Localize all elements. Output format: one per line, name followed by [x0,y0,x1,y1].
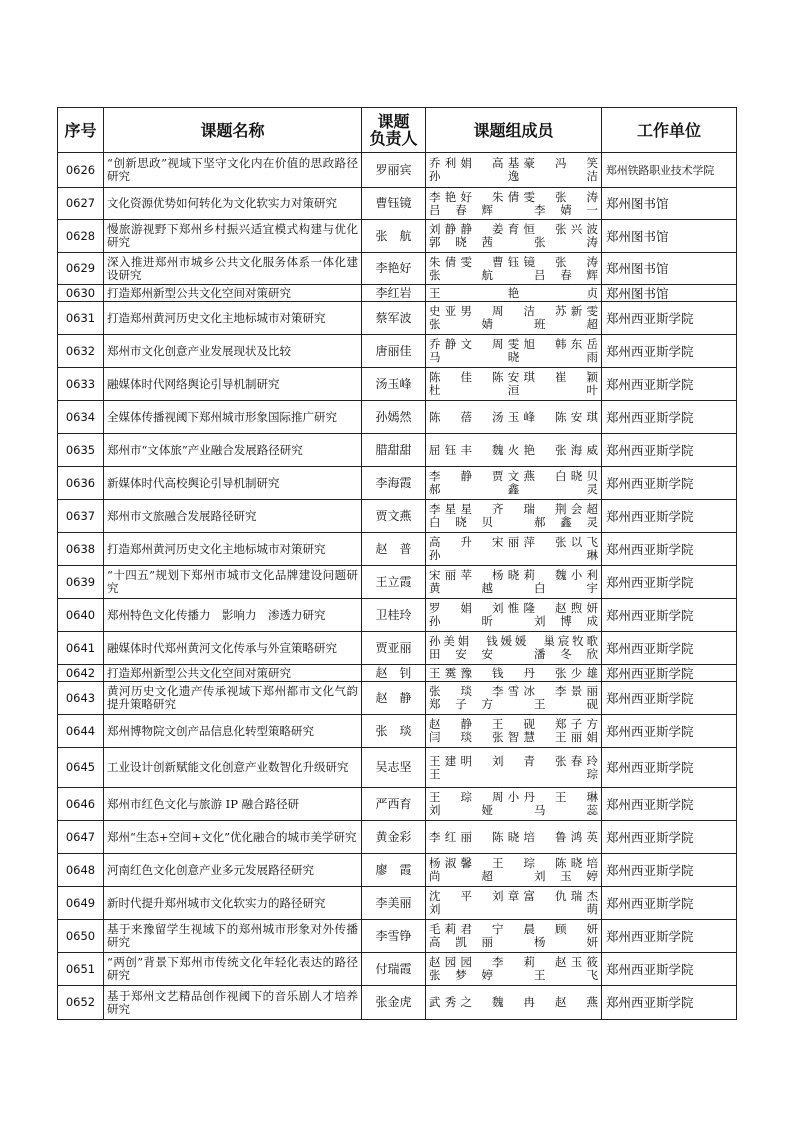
row-seq: 0639 [58,566,104,599]
row-topic: 新时代提升郑州城市文化软实力的路径研究 [104,887,362,920]
table-row [58,434,737,467]
row-seq: 0640 [58,599,104,632]
row-topic: 文化资源优势如何转化为文化软实力对策研究 [104,188,362,220]
row-topic: 新媒体时代高校舆论引导机制研究 [104,467,362,500]
row-members: 赵园园 李 莉 赵玉筱 张梦婷 王 飞 [426,953,602,986]
row-seq: 0637 [58,500,104,533]
row-seq: 0635 [58,434,104,467]
table-row [58,566,737,599]
row-seq: 0632 [58,335,104,368]
table-row [58,335,737,368]
table-row [58,500,737,533]
row-topic: “创新思政”视域下坚守文化内在价值的思政路径研究 [104,153,362,188]
row-unit: 郑州西亚斯学院 [602,953,737,986]
row-unit: 郑州西亚斯学院 [602,401,737,434]
table-row [58,368,737,401]
row-seq: 0627 [58,188,104,220]
row-seq: 0626 [58,153,104,188]
row-members: 宋丽苹 杨晓莉 魏小利 黄 越 白 宇 [426,566,602,599]
row-topic: 河南红色文化创意产业多元发展路径研究 [104,854,362,887]
row-topic: 打造郑州黄河历史文化主地标城市对策研究 [104,533,362,566]
row-seq: 0644 [58,715,104,748]
row-leader: 卫桂玲 [362,599,426,632]
row-topic: 基于郑州文艺精品创作视阈下的音乐剧人才培养研究 [104,986,362,1020]
row-seq: 0645 [58,748,104,788]
row-seq: 0641 [58,632,104,665]
row-seq: 0646 [58,788,104,821]
row-members: 朱倩雯 曹钰镜 张 涛 张 航 吕春辉 [426,253,602,285]
row-leader: 廖 霞 [362,854,426,887]
row-leader: 张金虎 [362,986,426,1020]
row-seq: 0650 [58,920,104,953]
row-topic: 黄河历史文化遗产传承视域下郑州都市文化气韵提升策略研究 [104,682,362,715]
header-leader: 课题 负责人 [362,108,426,153]
row-members: 高 升 宋丽萍 张以飞 孙 琳 [426,533,602,566]
row-leader: 黄金彩 [362,821,426,854]
header-members: 课题组成员 [426,108,602,153]
row-unit: 郑州西亚斯学院 [602,665,737,682]
table-row [58,302,737,335]
row-members: 刘静静 姜育恒 张兴波 郭晓茜 张 涛 [426,220,602,253]
row-leader: 张 航 [362,220,426,253]
row-members: 乔静文 周雯旭 韩东岳 马晓雨 [426,335,602,368]
row-leader: 李雪铮 [362,920,426,953]
row-leader: 贾亚丽 [362,632,426,665]
row-topic: 全媒体传播视阈下郑州城市形象国际推广研究 [104,401,362,434]
row-seq: 0652 [58,986,104,1020]
row-seq: 0651 [58,953,104,986]
row-leader: 赵 钊 [362,665,426,682]
row-seq: 0643 [58,682,104,715]
row-members: 李红丽 陈晓培 鲁鸿英 [426,821,602,854]
row-seq: 0638 [58,533,104,566]
row-seq: 0633 [58,368,104,401]
row-unit: 郑州图书馆 [602,220,737,253]
row-topic: 融媒体时代郑州黄河文化传承与外宣策略研究 [104,632,362,665]
row-topic: 打造郑州新型公共文化空间对策研究 [104,665,362,682]
row-topic: 打造郑州新型公共文化空间对策研究 [104,285,362,302]
table-row [58,953,737,986]
row-seq: 0642 [58,665,104,682]
project-table [57,107,737,1020]
table-body [58,153,737,1020]
row-unit: 郑州西亚斯学院 [602,632,737,665]
table-row [58,253,737,285]
row-leader: 赵 普 [362,533,426,566]
row-seq: 0630 [58,285,104,302]
row-unit: 郑州西亚斯学院 [602,788,737,821]
row-leader: 贾文燕 [362,500,426,533]
row-leader: 吴志坚 [362,748,426,788]
row-seq: 0634 [58,401,104,434]
row-unit: 郑州西亚斯学院 [602,748,737,788]
row-seq: 0649 [58,887,104,920]
table-row [58,748,737,788]
row-topic: 郑州市红色文化与旅游 IP 融合路径研 [104,788,362,821]
row-topic: 郑州博物院文创产品信息化转型策略研究 [104,715,362,748]
row-seq: 0648 [58,854,104,887]
table-header-row [58,108,737,153]
row-unit: 郑州西亚斯学院 [602,335,737,368]
row-topic: 深入推进郑州市城乡公共文化服务体系一体化建设研究 [104,253,362,285]
row-members: 李星星 齐 瑞 荆会超 白晓贝 郝鑫灵 [426,500,602,533]
row-members: 杨淑馨 王 琮 陈晓培 尚 超 刘玉婷 [426,854,602,887]
row-unit: 郑州铁路职业技术学院 [602,153,737,188]
row-leader: 罗丽宾 [362,153,426,188]
row-leader: 李红岩 [362,285,426,302]
row-members: 王建明 刘 青 张春玲 王 琮 [426,748,602,788]
row-topic: 工业设计创新赋能文化创意产业数智化升级研究 [104,748,362,788]
row-members: 沈 平 刘章富 仇瑞杰 刘 萌 [426,887,602,920]
row-members: 毛莉君 宁 晨 顾 妍 高凯丽 杨 妍 [426,920,602,953]
row-topic: 慢旅游视野下郑州乡村振兴适宜模式构建与优化研究 [104,220,362,253]
table-row [58,715,737,748]
row-unit: 郑州图书馆 [602,253,737,285]
row-unit: 郑州西亚斯学院 [602,566,737,599]
row-members: 罗 娟 刘惟隆 赵煦妍 孙 昕 刘博成 [426,599,602,632]
row-members: 李 静 贾文燕 白晓贝 郝鑫灵 [426,467,602,500]
row-topic: 郑州市文旅融合发展路径研究 [104,500,362,533]
table-row [58,887,737,920]
row-unit: 郑州西亚斯学院 [602,986,737,1020]
row-members: 王 琮 周小丹 王 琳 刘 娅 马 蕊 [426,788,602,821]
row-leader: 严西育 [362,788,426,821]
row-leader: 赵 静 [362,682,426,715]
row-leader: 汤玉峰 [362,368,426,401]
table-row [58,153,737,188]
table-row [58,821,737,854]
row-unit: 郑州西亚斯学院 [602,467,737,500]
table-row [58,285,737,302]
row-unit: 郑州图书馆 [602,188,737,220]
row-seq: 0647 [58,821,104,854]
row-topic: 打造郑州黄河历史文化主地标城市对策研究 [104,302,362,335]
row-unit: 郑州西亚斯学院 [602,302,737,335]
row-leader: 腊甜甜 [362,434,426,467]
header-unit: 工作单位 [602,108,737,153]
row-unit: 郑州图书馆 [602,285,737,302]
row-unit: 郑州西亚斯学院 [602,821,737,854]
table-row [58,854,737,887]
row-leader: 李艳好 [362,253,426,285]
row-members: 王艳贞 [426,285,602,302]
row-unit: 郑州西亚斯学院 [602,500,737,533]
row-topic: “两创”背景下郑州市传统文化年轻化表达的路径研究 [104,953,362,986]
table-row [58,467,737,500]
row-members: 陈 佳 陈安琪 崔 颖 杜洹叶 [426,368,602,401]
table-row [58,682,737,715]
row-topic: 郑州市“文体旅”产业融合发展路径研究 [104,434,362,467]
table-row [58,665,737,682]
row-topic: “十四五”规划下郑州市城市文化品牌建设问题研究 [104,566,362,599]
row-topic: 融媒体时代网络舆论引导机制研究 [104,368,362,401]
row-members: 赵 静 王 砚 郑子方 闫 琰 张智慧 王丽娟 [426,715,602,748]
row-leader: 付瑞霞 [362,953,426,986]
row-members: 武秀之 魏 冉 赵 燕 [426,986,602,1020]
row-members: 史亚男 周 洁 苏新雯 张 婧 班 超 [426,302,602,335]
row-leader: 李美丽 [362,887,426,920]
row-topic: 郑州“生态+空间+文化”优化融合的城市美学研究 [104,821,362,854]
row-members: 张 琰 李雪冰 李景丽 郑子方 王 砚 [426,682,602,715]
table-row [58,788,737,821]
row-members: 孙美娟 钱媛媛 巢宸牧歌 田安安 潘冬欣 [426,632,602,665]
row-leader: 曹钰镜 [362,188,426,220]
row-members: 陈 蓓 汤玉峰 陈安琪 [426,401,602,434]
row-unit: 郑州西亚斯学院 [602,682,737,715]
row-seq: 0628 [58,220,104,253]
table-row [58,920,737,953]
table-row [58,401,737,434]
row-members: 李艳好 朱倩雯 张 涛 吕春辉 李婧一 [426,188,602,220]
row-unit: 郑州西亚斯学院 [602,920,737,953]
row-unit: 郑州西亚斯学院 [602,368,737,401]
table-row [58,632,737,665]
table-row [58,533,737,566]
row-unit: 郑州西亚斯学院 [602,887,737,920]
row-members: 屈钰丰 魏火艳 张海威 [426,434,602,467]
row-seq: 0629 [58,253,104,285]
row-topic: 郑州特色文化传播力 影响力 渗透力研究 [104,599,362,632]
row-unit: 郑州西亚斯学院 [602,715,737,748]
row-leader: 蔡军波 [362,302,426,335]
row-members: 王霙豫 钱 丹 张少雄 [426,665,602,682]
row-leader: 李海霞 [362,467,426,500]
row-members: 乔利娟 高基豪 冯 笑 孙逸洁 [426,153,602,188]
row-seq: 0636 [58,467,104,500]
table-row [58,986,737,1020]
row-unit: 郑州西亚斯学院 [602,533,737,566]
row-topic: 郑州市文化创意产业发展现状及比较 [104,335,362,368]
table-row [58,188,737,220]
row-unit: 郑州西亚斯学院 [602,854,737,887]
row-leader: 唐丽佳 [362,335,426,368]
row-leader: 孙嫣然 [362,401,426,434]
row-leader: 张 琰 [362,715,426,748]
row-topic: 基于来豫留学生视域下的郑州城市形象对外传播研究 [104,920,362,953]
row-unit: 郑州西亚斯学院 [602,599,737,632]
header-topic: 课题名称 [104,108,362,153]
row-unit: 郑州西亚斯学院 [602,434,737,467]
table-row [58,220,737,253]
header-seq: 序号 [58,108,104,153]
row-leader: 王立霞 [362,566,426,599]
table-row [58,599,737,632]
row-seq: 0631 [58,302,104,335]
